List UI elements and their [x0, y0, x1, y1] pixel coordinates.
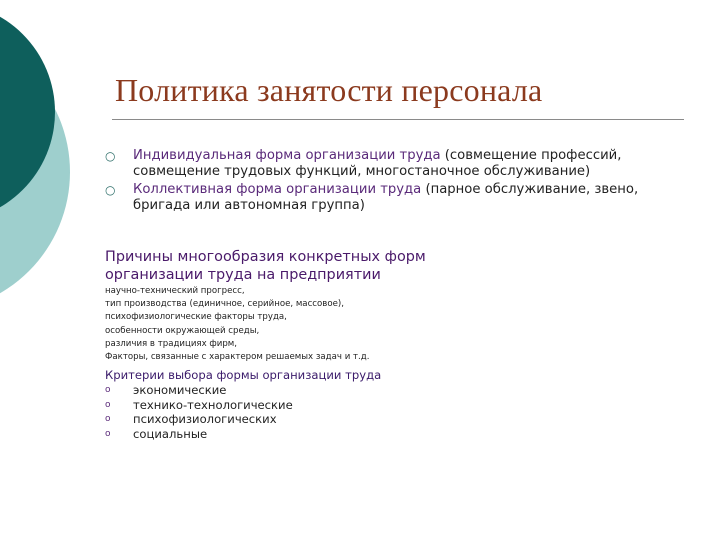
criteria-label: социальные: [133, 426, 208, 441]
list-item: научно-технический прогресс,: [105, 286, 245, 296]
bullet-detail: (совмещение профессий, совмещение трудовых функций, многостаночное обслуживание): [133, 148, 622, 179]
page-title: Политика занятости персонала: [115, 72, 543, 108]
circle-bullet-icon: o: [105, 428, 111, 439]
circle-bullet-icon: o: [105, 399, 111, 410]
decorative-circles: [0, 0, 120, 300]
bullet-detail: (парное обслуживание, звено, бригада или автономная группа): [133, 182, 639, 213]
circle-bullet-icon: o: [105, 385, 111, 395]
list-item: [105, 398, 293, 413]
list-item: [105, 148, 695, 180]
list-item: [105, 412, 293, 427]
title-divider: [112, 119, 684, 120]
circle-bullet-icon: ○: [105, 149, 116, 163]
bullet-highlight: Коллективная форма организации труда: [133, 182, 422, 197]
criteria-list: [105, 383, 293, 441]
reasons-heading: [105, 248, 426, 284]
reasons-list: [105, 285, 369, 364]
list-item: [105, 383, 293, 398]
list-item: психофизиологические факторы труда,: [105, 312, 287, 323]
circle-bullet-icon: ○: [105, 183, 116, 197]
criteria-label: психофизиологических: [133, 412, 277, 426]
bullet-highlight: Индивидуальная форма организации труда: [133, 148, 441, 163]
list-item: тип производства (единичное, серийное, массовое),: [105, 299, 344, 310]
bullet-text: [133, 148, 695, 180]
list-item: особенности окружающей среды,: [105, 325, 260, 336]
criteria-label: технико-технологические: [133, 397, 293, 412]
reasons-heading-line: организации труда на предприятии: [105, 267, 381, 283]
criteria-label: экономические: [133, 383, 227, 397]
bullet-text: [133, 182, 695, 214]
list-item: [105, 427, 293, 442]
circle-bullet-icon: o: [105, 414, 111, 424]
forms-list: [105, 148, 695, 214]
list-item: различия в традициях фирм,: [105, 338, 238, 349]
list-item: Факторы, связанные с характером решаемых задач и т.д.: [105, 352, 370, 363]
criteria-heading: Критерии выбора формы организации труда: [105, 368, 382, 382]
list-item: [105, 182, 695, 214]
reasons-heading-line: Причины многообразия конкретных форм: [105, 249, 426, 265]
